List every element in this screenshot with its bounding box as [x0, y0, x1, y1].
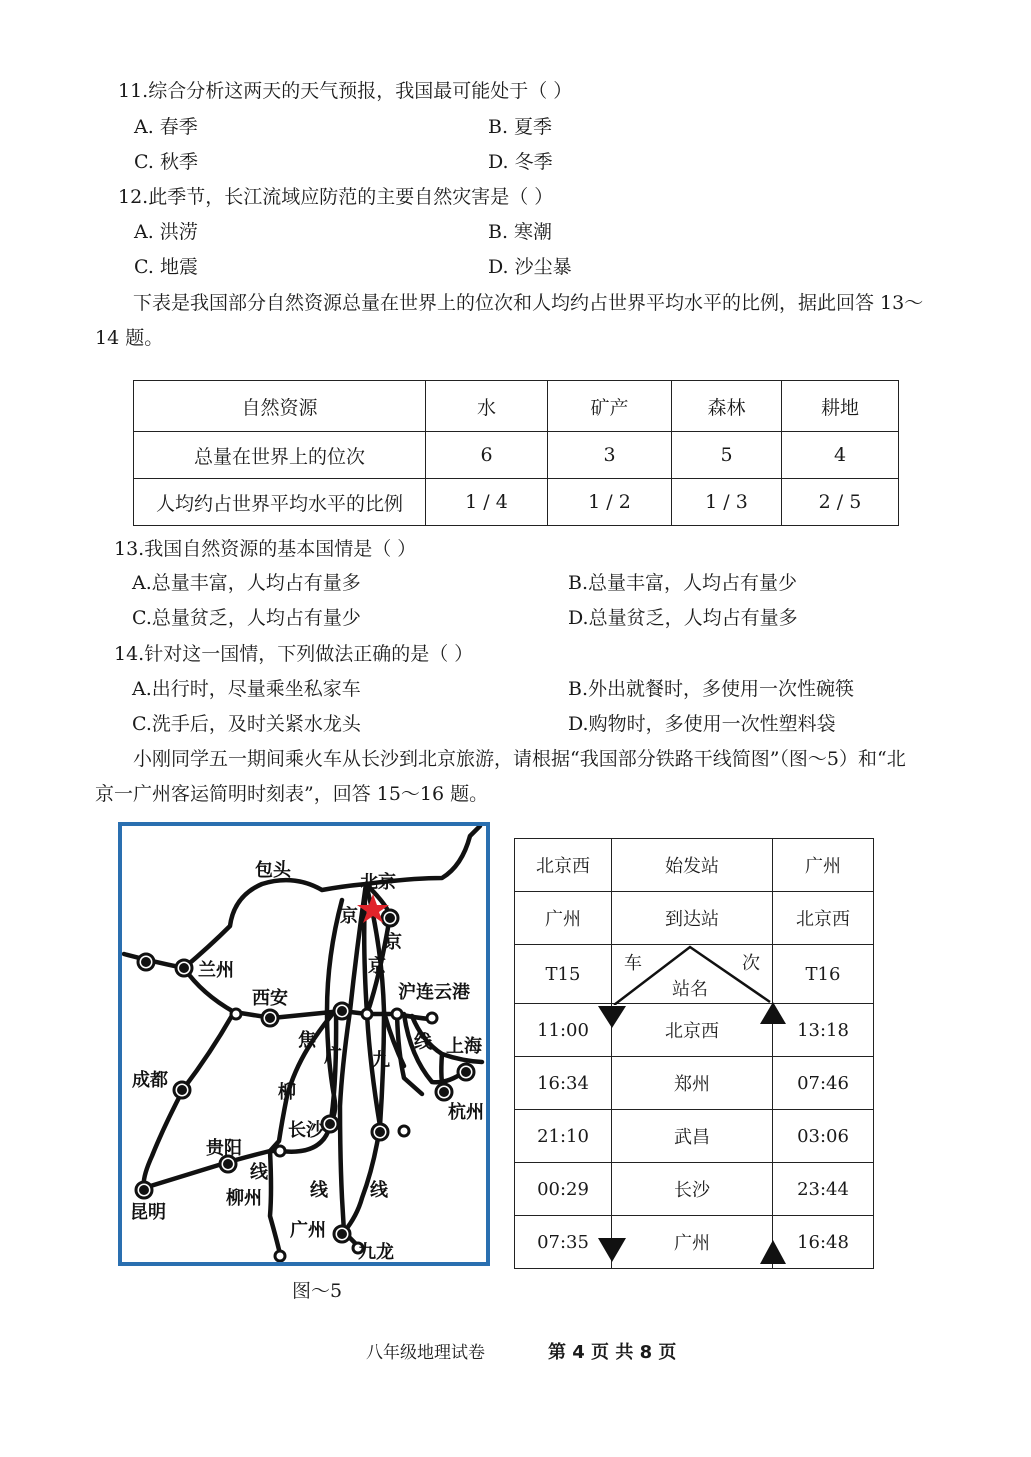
q12-option-c: C. 地震	[134, 256, 198, 278]
arrow-down-icon	[598, 1006, 626, 1028]
table-cell: 广州	[612, 1216, 773, 1269]
table-cell: 07:46	[773, 1057, 874, 1110]
arrow-up-icon	[760, 1002, 786, 1024]
table-cell: 03:06	[773, 1110, 874, 1163]
table-cell: 广州	[515, 892, 612, 945]
map-label-kunming: 昆明	[130, 1202, 166, 1223]
railway-map	[118, 822, 490, 1266]
map-label-guiyang: 贵阳	[206, 1138, 242, 1159]
table-cell: 16:34	[515, 1057, 612, 1110]
direction-arrows	[590, 1000, 800, 1270]
table-cell: 郑州	[612, 1057, 773, 1110]
table-header-cell: 矿产	[548, 381, 672, 432]
table-header-cell: 耕地	[782, 381, 899, 432]
table-cell: 北京西	[612, 1004, 773, 1057]
q12-option-d: D. 沙尘暴	[488, 256, 572, 278]
map-label-jiulong: 九龙	[358, 1242, 394, 1262]
table-cell: 1 / 2	[548, 479, 672, 526]
q14-option-d: D.购物时，多使用一次性塑料袋	[568, 713, 836, 735]
q13-option-b: B.总量丰富，人均占有量少	[568, 572, 798, 594]
q11-option-b: B. 夏季	[488, 116, 553, 138]
map-labels	[130, 859, 484, 1262]
intro-paragraph-2-line-2: 京一广州客运简明时刻表”，回答 15～16 题。	[95, 783, 489, 805]
map-label-xian-2: 线	[310, 1180, 328, 1201]
railway-map-drawing	[122, 826, 486, 1262]
table-header-row	[134, 381, 899, 432]
table-cell: 广州	[773, 839, 874, 892]
map-label-xian: 西安	[252, 988, 288, 1009]
map-label-jiu: 九	[372, 1050, 390, 1071]
table-row	[515, 945, 874, 1004]
header-label-zhanming: 站名	[672, 979, 708, 1000]
question-12-stem: 12.此季节，长江流域应防范的主要自然灾害是（ ）	[118, 186, 554, 208]
map-label-jiao: 焦	[298, 1030, 316, 1051]
table-cell: 23:44	[773, 1163, 874, 1216]
q11-option-d: D. 冬季	[488, 151, 553, 173]
table-cell: 13:18	[773, 1004, 874, 1057]
map-label-guangzhou: 广州	[290, 1220, 326, 1241]
map-label-beijing: 北京	[360, 872, 396, 893]
map-label-xian-1: 线	[250, 1162, 268, 1183]
q12-option-b: B. 寒潮	[488, 221, 553, 243]
footer-exam-name: 八年级地理试卷	[366, 1343, 485, 1363]
map-label-jing-3: 京	[368, 956, 386, 977]
map-label-chengdu: 成都	[132, 1070, 168, 1091]
table-cell: 6	[426, 432, 548, 479]
table-cell: 始发站	[612, 839, 773, 892]
table-cell: 长沙	[612, 1163, 773, 1216]
table-header-cell: 水	[426, 381, 548, 432]
map-label-jing-1: 京	[340, 906, 358, 927]
train-number-t16: T16	[773, 945, 874, 1004]
train-number-t15: T15	[515, 945, 612, 1004]
q13-option-a: A.总量丰富，人均占有量多	[132, 572, 361, 594]
arrow-up-icon	[760, 1240, 786, 1264]
table-cell: 3	[548, 432, 672, 479]
natural-resource-table	[133, 380, 899, 526]
table-cell: 07:35	[515, 1216, 612, 1269]
table-cell: 1 / 3	[672, 479, 782, 526]
map-label-hangzhou: 杭州	[448, 1102, 484, 1123]
city-markers	[136, 910, 474, 1261]
map-label-xian-line: 线	[414, 1032, 432, 1053]
table-cell: 5	[672, 432, 782, 479]
table-cell: 总量在世界上的位次	[134, 432, 426, 479]
header-label-ci: 次	[742, 953, 760, 974]
intro-paragraph-2-line-1: 小刚同学五一期间乘火车从长沙到北京旅游，请根据“我国部分铁路干线简图”（图～5）和“北	[133, 748, 906, 770]
table-cell: 2 / 5	[782, 479, 899, 526]
q13-option-c: C.总量贫乏，人均占有量少	[132, 607, 361, 629]
intro-paragraph-1-line-2: 14 题。	[95, 327, 164, 349]
map-label-guang: 广	[324, 1046, 342, 1067]
table-cell: 00:29	[515, 1163, 612, 1216]
q11-option-c: C. 秋季	[134, 151, 198, 173]
arrow-down-icon	[598, 1238, 626, 1262]
table-row	[515, 892, 874, 945]
question-14-stem: 14.针对这一国情，下列做法正确的是（ ）	[114, 643, 474, 665]
map-label-liu: 柳	[278, 1082, 296, 1103]
table-cell: 1 / 4	[426, 479, 548, 526]
q11-option-a: A. 春季	[134, 116, 198, 138]
table-header-cell: 森林	[672, 381, 782, 432]
q14-option-b: B.外出就餐时，多使用一次性碗筷	[568, 678, 855, 700]
table-row	[134, 479, 899, 526]
table-row	[134, 432, 899, 479]
map-label-lanzhou: 兰州	[198, 960, 234, 981]
map-label-xian-3: 线	[370, 1180, 388, 1201]
question-11-stem: 11.综合分析这两天的天气预报，我国最可能处于（ ）	[118, 80, 573, 102]
table-cell: 11:00	[515, 1004, 612, 1057]
diagonal-header-cell	[612, 945, 773, 1004]
table-cell: 北京西	[515, 839, 612, 892]
q13-option-d: D.总量贫乏，人均占有量多	[568, 607, 798, 629]
table-cell: 16:48	[773, 1216, 874, 1269]
q14-option-c: C.洗手后，及时关紧水龙头	[132, 713, 361, 735]
table-cell: 北京西	[773, 892, 874, 945]
map-label-liuzhou: 柳州	[226, 1188, 262, 1209]
map-label-changsha: 长沙	[288, 1120, 324, 1141]
intro-paragraph-1-line-1: 下表是我国部分自然资源总量在世界上的位次和人均约占世界平均水平的比例，据此回答 13～	[133, 292, 924, 314]
header-label-che: 车	[624, 953, 642, 974]
q12-option-a: A. 洪涝	[134, 221, 198, 243]
question-13-stem: 13.我国自然资源的基本国情是（ ）	[114, 538, 417, 560]
map-caption: 图～5	[292, 1280, 343, 1302]
q14-option-a: A.出行时，尽量乘坐私家车	[132, 678, 361, 700]
table-cell: 武昌	[612, 1110, 773, 1163]
table-header-cell: 自然资源	[134, 381, 426, 432]
table-cell: 到达站	[612, 892, 773, 945]
table-row	[515, 839, 874, 892]
table-cell: 人均约占世界平均水平的比例	[134, 479, 426, 526]
footer-page-number: 第 4 页 共 8 页	[548, 1342, 677, 1363]
map-label-baotou: 包头	[255, 860, 291, 881]
table-cell: 4	[782, 432, 899, 479]
map-label-huliyungang: 沪连云港	[398, 982, 470, 1003]
map-label-shanghai: 上海	[446, 1036, 482, 1057]
table-cell: 21:10	[515, 1110, 612, 1163]
map-label-jing-2: 京	[384, 932, 402, 953]
